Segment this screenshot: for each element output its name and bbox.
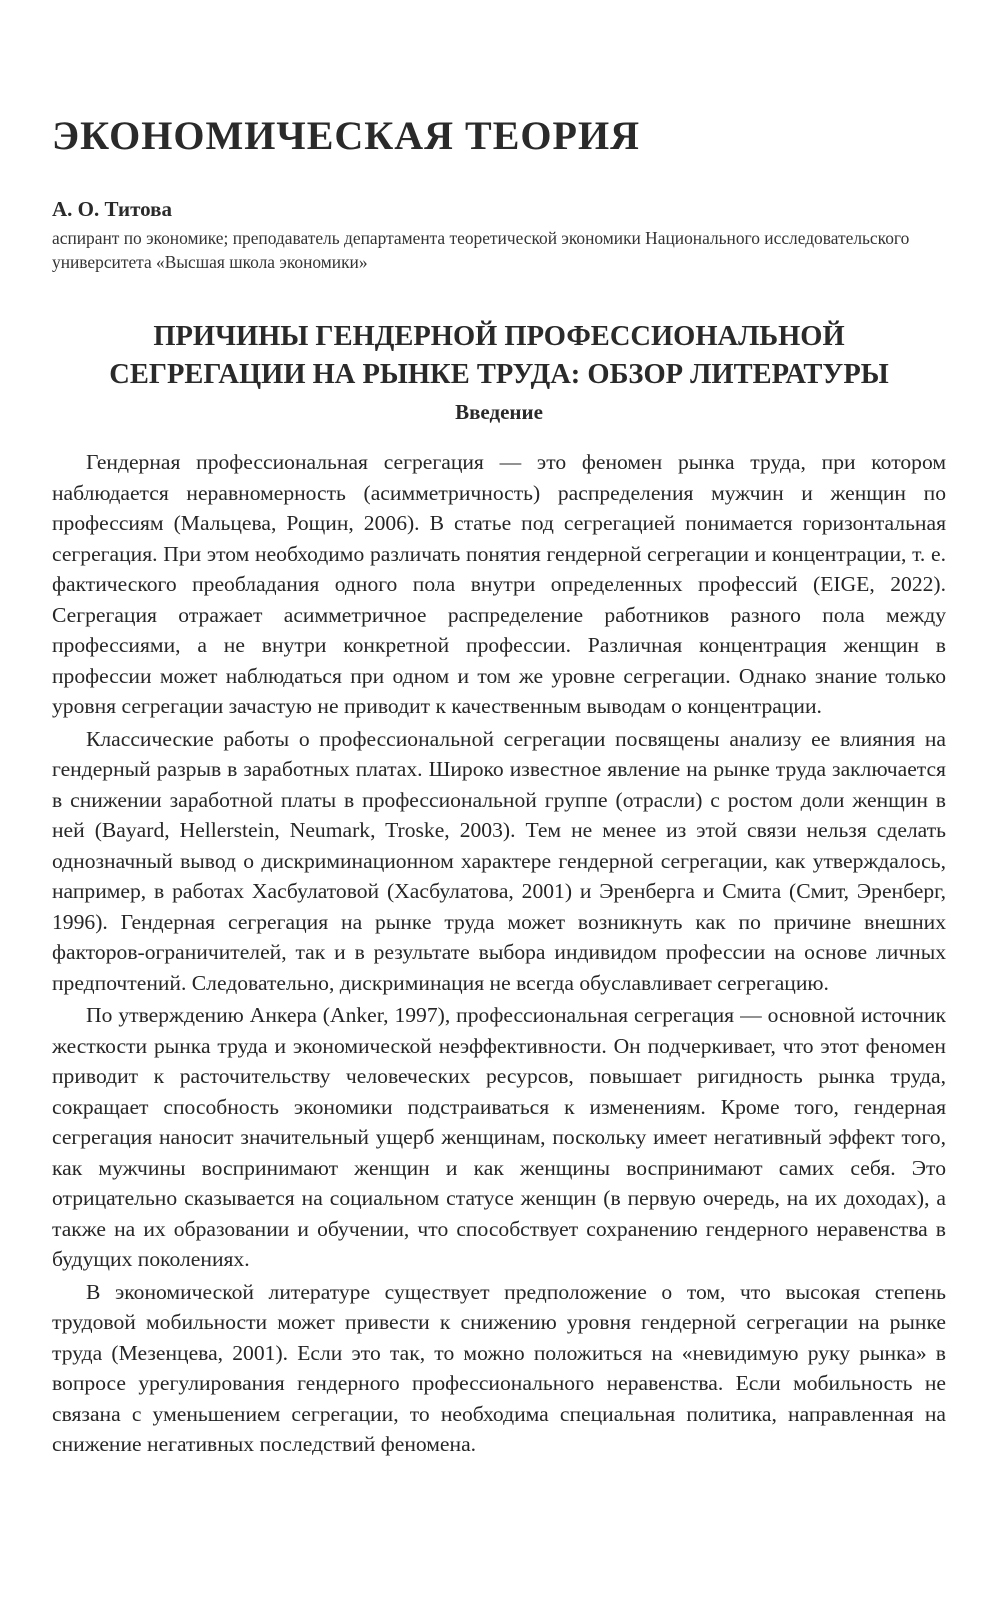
paragraph-1: Гендерная профессиональная сегрегация — это феномен рынка труда, при котором наблюдается неравномерность (асимметричность) распределения мужчин и женщин по профессиям (Мальцева, Рощин, 2006). В статье под сегрегацией понимается горизонтальная сегрегация. При этом необходимо различать понятия гендерной сегрегации и концентрации, т. е. фактического преобладания одного пола внутри определенных профессий (EIGE, 2022). Сегрегация отражает асимметричное распределение работников разного пола между профессиями, а не внутри конкретной профессии. Различная концентрация женщин в профессии может наблюдаться при одном и том же уровне сегрегации. Однако знание только уровня сегрегации зачастую не приводит к качественным выводам о концентрации. bbox=[52, 450, 946, 718]
paragraph-3: По утверждению Анкера (Anker, 1997), профессиональная сегрегация — основной источник жесткости рынка труда и экономической неэффективности. Он подчеркивает, что этот феномен приводит к расточительству человеческих ресурсов, повышает ригидность рынка труда, сокращает способность экономики подстраиваться к изменениям. Кроме того, гендерная сегрегация наносит значительный ущерб женщинам, поскольку имеет негативный эффект того, как мужчины воспринимают женщин и как женщины воспринимают самих себя. Это отрицательно сказывается на социальном статусе женщин (в первую очередь, на их доходах), а также на их образовании и обучении, что способствует сохранению гендерного неравенства в будущих поколениях. bbox=[52, 1003, 946, 1271]
author-name: А. О. Титова bbox=[52, 197, 172, 221]
section-subheading-introduction: Введение bbox=[455, 400, 543, 424]
paragraph-2: Классические работы о профессиональной сегрегации посвящены анализу ее влияния на гендерный разрыв в заработных платах. Широко известное явление на рынке труда заключается в снижении заработной платы в профессиональной группе (отрасли) с ростом доли женщин в ней (Bayard, Hellerstein, Neumark, Troske, 2003). Тем не менее из этой связи нельзя сделать однозначный вывод о дискриминационном характере гендерной сегрегации, как утверждалось, например, в работах Хасбулатовой (Хасбулатова, 2001) и Эренберга и Смита (Смит, Эренберг, 1996). Гендерная сегрегация на рынке труда может возникнуть как по причине внешних факторов-ограничителей, так и в результате выбора индивидом профессии на основе личных предпочтений. Следовательно, дискриминация не всегда обуславливает сегрегацию. bbox=[52, 726, 946, 995]
article-body bbox=[52, 447, 946, 1462]
article-title-line-2: СЕГРЕГАЦИИ НА РЫНКЕ ТРУДА: ОБЗОР ЛИТЕРАТУРЫ bbox=[109, 359, 889, 390]
section-heading: ЭКОНОМИЧЕСКАЯ ТЕОРИЯ bbox=[52, 113, 640, 158]
article-title-line-1: ПРИЧИНЫ ГЕНДЕРНОЙ ПРОФЕССИОНАЛЬНОЙ bbox=[153, 321, 845, 352]
paragraph-4: В экономической литературе существует предположение о том, что высокая степень трудовой мобильности может привести к снижению уровня гендерной сегрегации на рынке труда (Мезенцева, 2001). Если это так, то можно положиться на «невидимую руку рынка» в вопросе урегулирования гендерного профессионального неравенства. Если мобильность не связана с уменьшением сегрегации, то необходима специальная политика, направленная на снижение негативных последствий феномена. bbox=[52, 1279, 946, 1456]
author-affiliation: аспирант по экономике; преподаватель департамента теоретической экономики Национального исследовательского университета «Высшая школа экономики» bbox=[52, 228, 910, 272]
author-block bbox=[52, 197, 946, 274]
article-title bbox=[52, 318, 946, 394]
